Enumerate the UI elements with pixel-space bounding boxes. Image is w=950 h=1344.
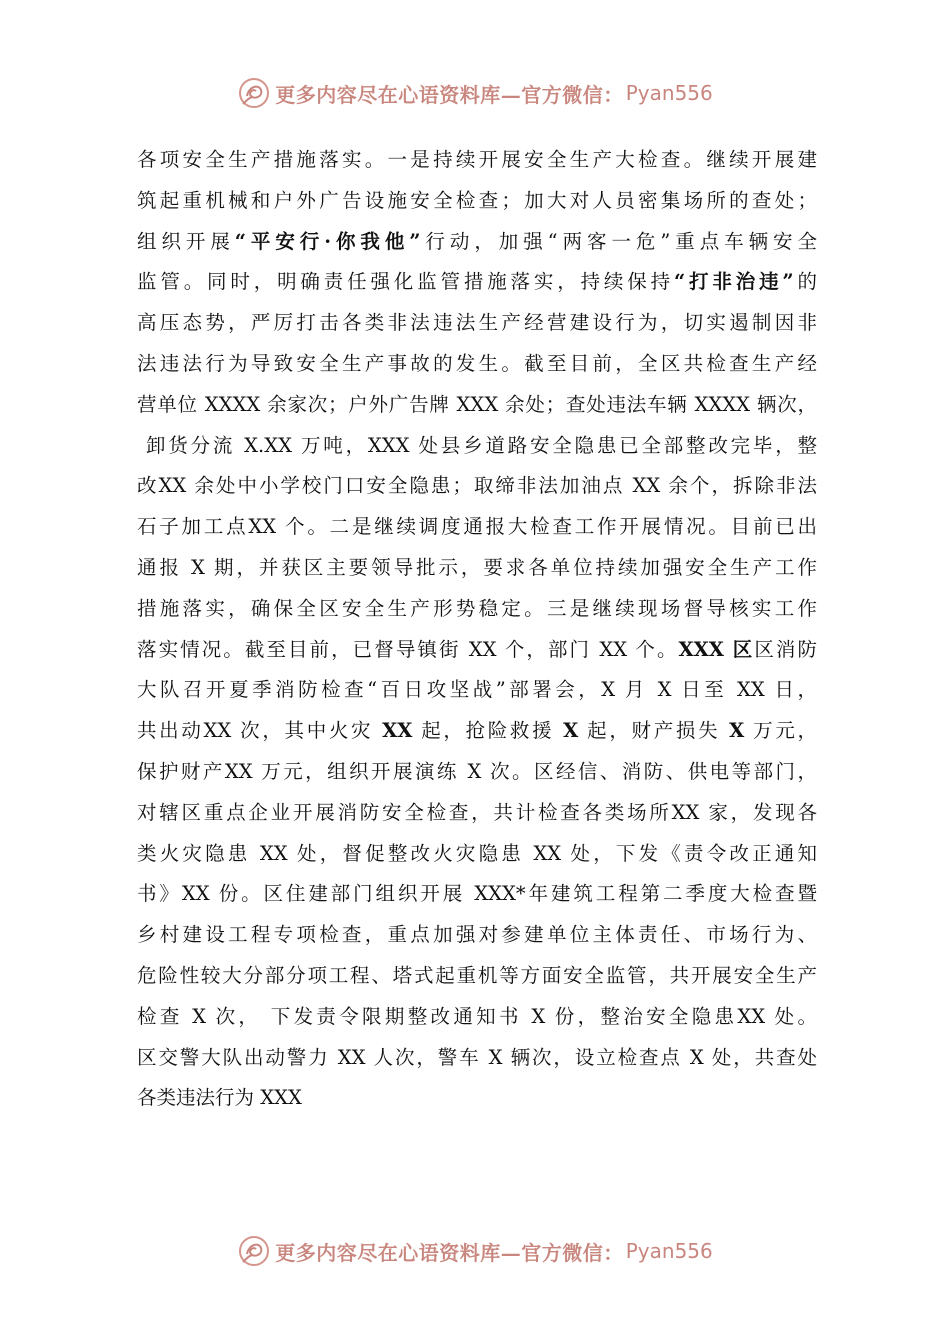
- text-segment: 区消防: [754, 637, 817, 661]
- rose-flower-icon: [237, 76, 271, 110]
- text-line: [137, 181, 817, 222]
- bold-text-segment: XXX 区: [678, 637, 755, 661]
- text-segment: 筑起重机械和户外广告设施安全检查；加大对人员密集场所的查处；: [137, 188, 817, 212]
- text-segment: 改XX 余处中小学校门口安全隐患；取缔非法加油点 XX 余个，拆除非法: [137, 474, 817, 498]
- text-segment: 保护财产XX 万元，组织开展演练 X 次。区经信、消防、供电等部门，: [137, 759, 817, 783]
- text-line: [137, 140, 817, 181]
- watermark-contact: Pyan556: [625, 81, 713, 105]
- text-line: [137, 303, 817, 344]
- text-segment: 类火灾隐患 XX 处，督促整改火灾隐患 XX 处，下发《责令改正通知: [137, 841, 817, 865]
- text-segment: 起，财产损失: [578, 719, 730, 743]
- text-segment: 大队召开夏季消防检查“百日攻坚战”部署会，X 月 X 日至 XX 日，: [137, 678, 817, 702]
- text-line: [137, 385, 817, 426]
- text-line: [137, 874, 817, 915]
- text-line: [137, 670, 817, 711]
- text-segment: 法违法行为导致安全生产事故的发生。截至目前，全区共检查生产经: [137, 351, 817, 375]
- text-segment: 卸货分流 X.XX 万吨，XXX 处县乡道路安全隐患已全部整改完毕，整: [137, 433, 817, 457]
- text-line: [137, 711, 817, 752]
- text-line: [137, 344, 817, 385]
- watermark-contact: Pyan556: [625, 1239, 713, 1263]
- text-segment: 行动，加强“两客一危”重点车辆安全: [420, 229, 817, 253]
- text-segment: 落实情况。截至目前，已督导镇街 XX 个，部门 XX 个。: [137, 637, 679, 661]
- text-line: [137, 752, 817, 793]
- text-segment: 对辖区重点企业开展消防安全检查，共计检查各类场所XX 家，发现各: [137, 800, 817, 824]
- text-segment: 万元，: [744, 719, 817, 743]
- text-segment: 书》XX 份。区住建部门组织开展 XXX*年建筑工程第二季度大检查暨: [137, 882, 817, 906]
- text-line: [137, 426, 817, 467]
- bold-text-segment: X: [563, 719, 579, 743]
- header-watermark: [0, 68, 950, 118]
- text-segment: 检查 X 次， 下发责令限期整改通知书 X 份，整治安全隐患XX 处。: [137, 1004, 817, 1028]
- text-segment: 乡村建设工程专项检查，重点加强对参建单位主体责任、市场行为、: [137, 923, 817, 947]
- text-line: [137, 262, 817, 303]
- text-segment: 营单位 XXXX 余家次；户外广告牌 XXX 余处；查处违法车辆 XXXX 辆次，: [137, 392, 817, 416]
- text-segment: 各项安全生产措施落实。一是持续开展安全生产大检查。继续开展建: [137, 148, 817, 171]
- text-line: [137, 956, 817, 997]
- text-line: [137, 507, 817, 548]
- text-segment: 通报 X 期，并获区主要领导批示，要求各单位持续加强安全生产工作: [137, 555, 817, 579]
- text-segment: 区交警大队出动警力 XX 人次，警车 X 辆次，设立检查点 X 处，共查处: [137, 1045, 817, 1069]
- text-segment: 组织开展: [137, 229, 235, 253]
- text-line: [137, 466, 817, 507]
- text-segment: 石子加工点XX 个。二是继续调度通报大检查工作开展情况。目前已出: [137, 515, 817, 539]
- text-segment: 各类违法行为 XXX: [137, 1086, 302, 1110]
- text-line: [137, 222, 817, 263]
- watermark-label: 更多内容尽在心语资料库—官方微信：: [275, 82, 624, 107]
- text-line: [137, 997, 817, 1038]
- watermark-label: 更多内容尽在心语资料库—官方微信：: [275, 1240, 624, 1265]
- text-line: [137, 915, 817, 956]
- text-line: [137, 834, 817, 875]
- footer-watermark: [0, 1226, 950, 1276]
- text-line: [137, 1038, 817, 1079]
- bold-text-segment: X: [729, 719, 745, 743]
- bold-text-segment: “打非治违”: [673, 270, 794, 294]
- text-segment: 共出动XX 次，其中火灾: [137, 719, 383, 743]
- bold-text-segment: “平安行·你我他”: [234, 229, 421, 253]
- text-line: [137, 548, 817, 589]
- text-line: [137, 1078, 817, 1119]
- text-segment: 监管。同时，明确责任强化监管措施落实，持续保持: [137, 270, 674, 294]
- text-segment: 危险性较大分部分项工程、塔式起重机等方面安全监管，共开展安全生产: [137, 963, 817, 987]
- text-line: [137, 793, 817, 834]
- rose-flower-icon: [237, 1234, 271, 1268]
- text-segment: 起，抢险救援: [412, 719, 564, 743]
- document-body: [137, 140, 817, 1119]
- text-segment: 高压态势，严厉打击各类非法违法生产经营建设行为，切实遏制因非: [137, 311, 817, 335]
- text-line: [137, 589, 817, 630]
- bold-text-segment: XX: [382, 719, 413, 743]
- text-segment: 措施落实，确保全区安全生产形势稳定。三是继续现场督导核实工作: [137, 596, 817, 620]
- text-segment: 的: [793, 270, 817, 294]
- text-line: [137, 630, 817, 671]
